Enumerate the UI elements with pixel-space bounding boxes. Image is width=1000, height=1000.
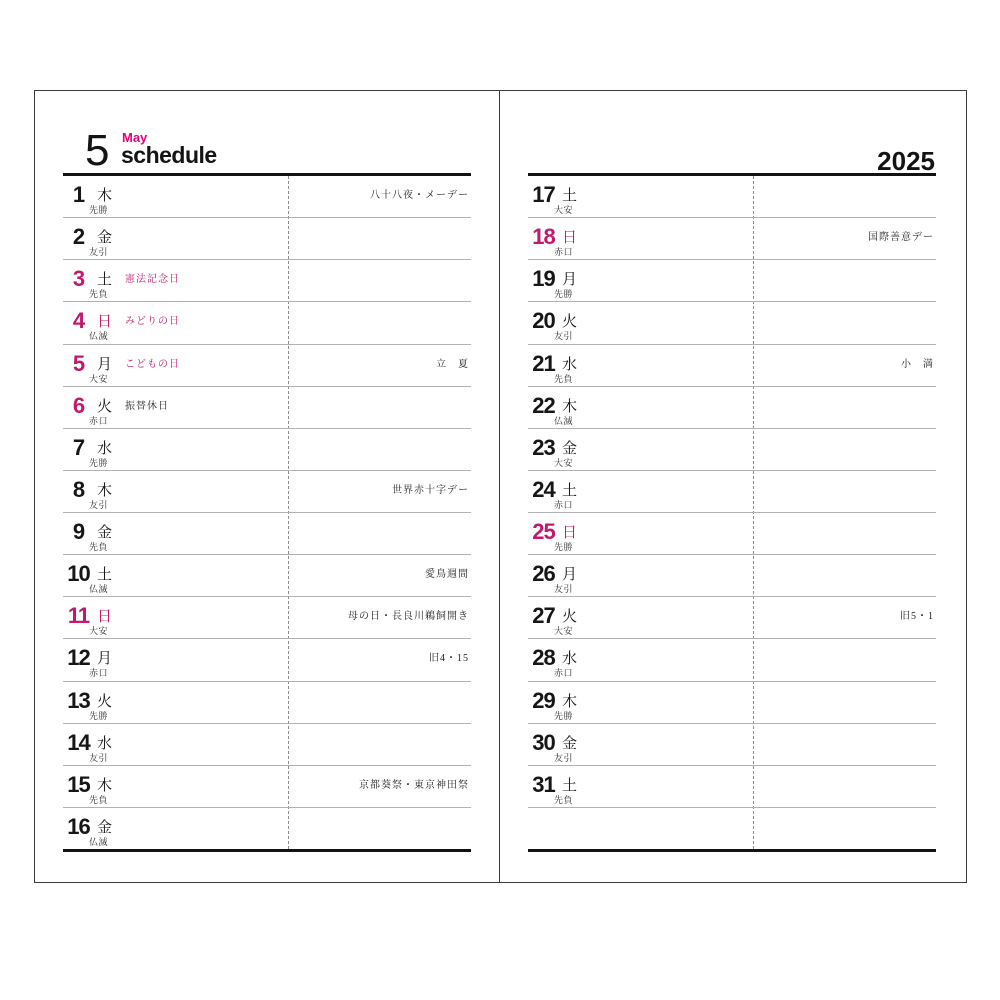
day-number: 19 xyxy=(532,266,555,292)
weekday-label: 土 xyxy=(562,481,578,499)
day-number: 11 xyxy=(67,603,90,629)
day-number: 18 xyxy=(532,224,555,250)
weekday-label: 金 xyxy=(97,524,113,541)
day-number: 21 xyxy=(532,350,555,376)
day-number: 17 xyxy=(532,182,555,207)
page-left xyxy=(34,90,500,883)
day-row xyxy=(63,387,471,429)
day-table-left xyxy=(63,173,471,852)
rokuyo-label: 大安 xyxy=(554,205,574,215)
weekday-label: 木 xyxy=(97,187,113,204)
day-number: 4 xyxy=(72,308,85,334)
weekday-label: 水 xyxy=(97,439,113,457)
rokuyo-label: 先勝 xyxy=(89,205,109,215)
day-row xyxy=(63,429,471,471)
rokuyo-label: 先勝 xyxy=(554,542,574,552)
holiday-label: 振替休日 xyxy=(125,400,169,412)
weekday-label: 火 xyxy=(97,692,113,710)
weekday-label: 日 xyxy=(562,524,578,541)
day-row xyxy=(63,471,471,513)
day-number: 25 xyxy=(532,519,555,544)
day-row xyxy=(63,766,471,808)
day-number: 3 xyxy=(72,266,85,292)
rokuyo-label: 赤口 xyxy=(554,668,574,679)
holiday-label: こどもの日 xyxy=(125,358,180,370)
rokuyo-label: 赤口 xyxy=(554,499,574,510)
month-name: May xyxy=(122,130,148,145)
day-row xyxy=(528,218,936,260)
rokuyo-label: 大安 xyxy=(554,457,574,468)
page-right xyxy=(499,90,967,883)
rokuyo-label: 先勝 xyxy=(554,289,574,300)
day-number: 27 xyxy=(532,603,555,629)
weekday-label: 土 xyxy=(97,566,113,584)
day-row xyxy=(528,766,936,808)
day-row xyxy=(63,302,471,344)
event-note: 八十八夜・メーデー xyxy=(370,190,469,201)
day-row xyxy=(63,218,471,260)
weekday-label: 土 xyxy=(97,271,113,289)
day-number: 20 xyxy=(532,308,555,334)
weekday-label: 土 xyxy=(562,187,578,204)
rokuyo-label: 先勝 xyxy=(89,710,109,721)
day-row xyxy=(63,513,471,555)
rokuyo-label: 友引 xyxy=(554,752,574,763)
day-row xyxy=(528,682,936,724)
day-number: 23 xyxy=(532,434,555,460)
weekday-label: 木 xyxy=(562,692,578,710)
weekday-label: 月 xyxy=(97,650,113,668)
event-note: 立 夏 xyxy=(436,358,469,370)
day-number: 7 xyxy=(72,434,85,460)
day-row xyxy=(528,471,936,513)
day-row xyxy=(63,597,471,639)
rokuyo-label: 大安 xyxy=(554,626,574,637)
rokuyo-label: 先負 xyxy=(554,373,574,384)
event-note: 国際善意デー xyxy=(868,232,934,244)
day-row xyxy=(528,639,936,681)
rokuyo-label: 大安 xyxy=(89,626,109,637)
empty-row xyxy=(528,808,936,849)
rokuyo-label: 仏滅 xyxy=(554,415,574,426)
day-row xyxy=(63,682,471,724)
day-row xyxy=(528,302,936,344)
weekday-label: 金 xyxy=(562,734,578,752)
weekday-label: 金 xyxy=(97,818,113,836)
event-note: 京都葵祭・東京神田祭 xyxy=(359,779,469,791)
rokuyo-label: 先負 xyxy=(554,794,574,805)
day-number: 1 xyxy=(72,182,85,207)
rokuyo-label: 先勝 xyxy=(554,710,574,721)
weekday-label: 金 xyxy=(562,439,578,457)
day-row xyxy=(528,345,936,387)
weekday-label: 水 xyxy=(562,650,578,668)
holiday-label: 憲法記念日 xyxy=(125,274,180,286)
event-note: 小 満 xyxy=(901,358,934,370)
day-row xyxy=(528,724,936,766)
weekday-label: 木 xyxy=(97,481,113,499)
weekday-label: 金 xyxy=(97,229,113,247)
rokuyo-label: 友引 xyxy=(89,752,109,763)
rokuyo-label: 赤口 xyxy=(89,668,109,679)
day-number: 12 xyxy=(67,645,90,671)
rokuyo-label: 赤口 xyxy=(554,247,574,258)
rokuyo-label: 仏滅 xyxy=(89,836,109,847)
day-number: 26 xyxy=(532,561,555,587)
rokuyo-label: 仏滅 xyxy=(89,331,109,342)
day-number: 14 xyxy=(67,729,90,755)
day-number: 6 xyxy=(72,392,85,418)
day-row xyxy=(528,387,936,429)
weekday-label: 日 xyxy=(97,313,113,331)
rokuyo-label: 仏滅 xyxy=(89,584,109,595)
event-note: 旧5・1 xyxy=(900,611,934,623)
day-row xyxy=(63,639,471,681)
day-number: 9 xyxy=(72,519,85,544)
day-row xyxy=(63,176,471,218)
day-number: 15 xyxy=(67,771,90,797)
day-number: 30 xyxy=(532,729,555,755)
day-number: 31 xyxy=(532,771,555,797)
rokuyo-label: 先負 xyxy=(89,289,109,300)
day-table-right xyxy=(528,173,936,852)
event-note: 旧4・15 xyxy=(429,653,469,665)
rokuyo-label: 先勝 xyxy=(89,457,109,468)
day-number: 28 xyxy=(532,645,555,671)
event-note: 母の日・長良川鵜飼開き xyxy=(348,611,469,623)
day-row xyxy=(528,429,936,471)
day-row xyxy=(528,555,936,597)
weekday-label: 月 xyxy=(562,271,578,289)
day-number: 8 xyxy=(72,476,85,502)
weekday-label: 日 xyxy=(562,229,578,247)
rokuyo-label: 友引 xyxy=(554,584,574,595)
month-number: 5 xyxy=(85,126,108,175)
weekday-label: 月 xyxy=(562,566,578,584)
day-row xyxy=(528,597,936,639)
day-row xyxy=(63,555,471,597)
day-row xyxy=(63,808,471,849)
event-note: 世界赤十字デー xyxy=(392,484,469,496)
weekday-label: 日 xyxy=(97,608,113,626)
rokuyo-label: 友引 xyxy=(89,247,109,258)
event-note: 愛鳥週間 xyxy=(425,569,469,581)
rokuyo-label: 先負 xyxy=(89,542,109,552)
rokuyo-label: 先負 xyxy=(89,794,109,805)
day-number: 24 xyxy=(532,476,555,502)
day-number: 16 xyxy=(67,813,90,839)
weekday-label: 木 xyxy=(97,776,113,794)
day-row xyxy=(63,345,471,387)
rokuyo-label: 大安 xyxy=(89,373,109,384)
weekday-label: 火 xyxy=(97,397,113,415)
weekday-label: 木 xyxy=(562,397,578,415)
day-number: 10 xyxy=(67,561,90,587)
day-row xyxy=(63,260,471,302)
page-title: schedule xyxy=(121,142,217,168)
day-number: 22 xyxy=(532,392,555,418)
year-label: 2025 xyxy=(877,146,935,176)
rokuyo-label: 赤口 xyxy=(89,415,109,426)
day-number: 29 xyxy=(532,687,555,713)
weekday-label: 土 xyxy=(562,776,578,794)
day-row xyxy=(528,260,936,302)
holiday-label: みどりの日 xyxy=(125,316,180,328)
day-number: 5 xyxy=(72,350,85,376)
day-row xyxy=(528,176,936,218)
weekday-label: 火 xyxy=(562,313,578,331)
weekday-label: 水 xyxy=(562,355,578,373)
day-row xyxy=(528,513,936,555)
weekday-label: 水 xyxy=(97,734,113,752)
day-row xyxy=(63,724,471,766)
weekday-label: 月 xyxy=(97,355,113,373)
rokuyo-label: 友引 xyxy=(89,499,109,510)
day-number: 13 xyxy=(67,687,90,713)
weekday-label: 火 xyxy=(562,608,578,626)
rokuyo-label: 友引 xyxy=(554,331,574,342)
day-number: 2 xyxy=(72,224,85,250)
